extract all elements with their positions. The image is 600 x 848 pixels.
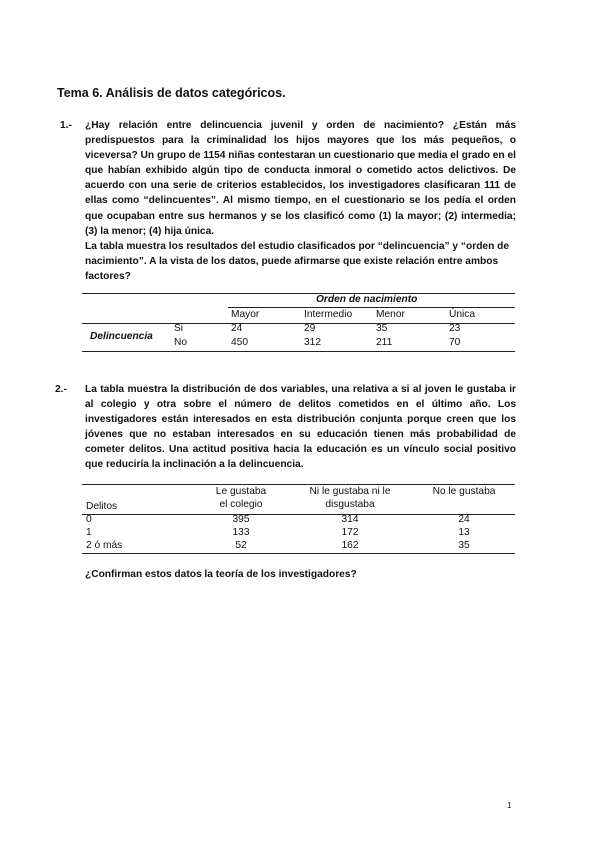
table-2-cell: 314 bbox=[341, 514, 359, 525]
table-1-cell: 211 bbox=[376, 337, 393, 348]
question-1-paragraph-1: ¿Hay relación entre delincuencia juvenil y orden de nacimiento? ¿Están más predispuestos para la criminalidad los hijos mayores que los más pequeños, o viceversa? Un grupo de 1154 niñas contestaran un cuestionario que media el grado en el que habían exhibido algún tipo de conducta inmoral o cometido actos delictivos. De acuerdo con una serie de criterios establecidos, los investigadores clasificaran 111 de ellas como “delincuentes”. Al mismo tiempo, en el cuestionario se los pedía el orden que ocupaban entre sus hermanos y se los clasificó como (1) la mayor; (2) intermedia; (3) la menor; (4) hija única. bbox=[85, 120, 516, 237]
table-2-cell: 162 bbox=[341, 540, 359, 551]
table-1-row-label: No bbox=[174, 337, 188, 348]
table-1-cell: 70 bbox=[449, 337, 461, 348]
table-2-cell: 395 bbox=[232, 514, 250, 525]
table-1-bottom-rule bbox=[82, 351, 515, 352]
table-2-cell: 13 bbox=[458, 527, 470, 538]
table-1-row-label: Si bbox=[174, 323, 184, 334]
table-1-cell: 450 bbox=[231, 337, 248, 348]
question-2 bbox=[55, 382, 516, 473]
table-2-col-header: Ni le gustaba ni le bbox=[309, 486, 391, 497]
table-1-cell: 29 bbox=[304, 323, 316, 334]
question-1-paragraph-2: La tabla muestra los resultados del estudio clasificados por “delincuencia” y “orden de nacimiento”. A la vista de los datos, puede afirmarse que existe relación entre ambos factores? bbox=[85, 240, 510, 282]
table-1-cell: 312 bbox=[304, 337, 321, 348]
final-question: ¿Confirman estos datos la teoría de los investigadores? bbox=[85, 569, 357, 580]
table-2-col-header: Le gustaba bbox=[215, 486, 267, 497]
question-1-number: 1.- bbox=[60, 120, 72, 131]
question-1 bbox=[60, 118, 516, 284]
table-1-row-group-label: Delincuencia bbox=[90, 331, 153, 342]
table-1-cell: 35 bbox=[376, 323, 388, 334]
table-2-row-label: 1 bbox=[86, 527, 92, 538]
table-2-col-header: el colegio bbox=[219, 499, 263, 510]
table-2-cell: 172 bbox=[341, 527, 359, 538]
table-2-top-rule bbox=[82, 484, 515, 485]
table-1-cell: 23 bbox=[449, 323, 461, 334]
table-2-cell: 24 bbox=[458, 514, 470, 525]
table-1-group-header: Orden de nacimiento bbox=[316, 294, 418, 305]
table-1-cell: 24 bbox=[231, 323, 243, 334]
table-2-cell: 133 bbox=[232, 527, 250, 538]
table-1-col-header: Menor bbox=[376, 309, 405, 320]
table-2-cell: 52 bbox=[235, 540, 247, 551]
table-2-row-header: Delitos bbox=[86, 501, 118, 512]
table-1-col-header: Única bbox=[449, 309, 476, 320]
page-title: Tema 6. Análisis de datos categóricos. bbox=[57, 86, 286, 100]
table-2-row-label: 0 bbox=[86, 514, 92, 525]
table-2-col-header: No le gustaba bbox=[432, 486, 496, 497]
table-2-col-header: disgustaba bbox=[325, 499, 375, 510]
table-2-bottom-rule bbox=[82, 553, 515, 554]
question-2-number: 2.- bbox=[55, 384, 67, 395]
page-number: 1 bbox=[507, 801, 512, 810]
table-2-row-label: 2 ó más bbox=[86, 540, 123, 551]
table-1-col-header: Intermedio bbox=[304, 309, 353, 320]
table-1-col-header: Mayor bbox=[231, 309, 260, 320]
table-1-top-rule bbox=[82, 293, 515, 294]
table-1-group-rule bbox=[228, 307, 515, 308]
question-2-paragraph: La tabla muestra la distribución de dos variables, una relativa a si al joven le gustaba ir al colegio y otra sobre el número de delitos cometidos en el último año. Los investigadores están interesados en esta distribución conjunta porque creen que los jóvenes que no estaban interesados en su educación tienen más probabilidad de cometer delitos. Una actitud positiva hacia la educación es un vínculo social positivo que reduciría la inclinación a la delincuencia. bbox=[85, 384, 516, 471]
table-2-cell: 35 bbox=[458, 540, 470, 551]
